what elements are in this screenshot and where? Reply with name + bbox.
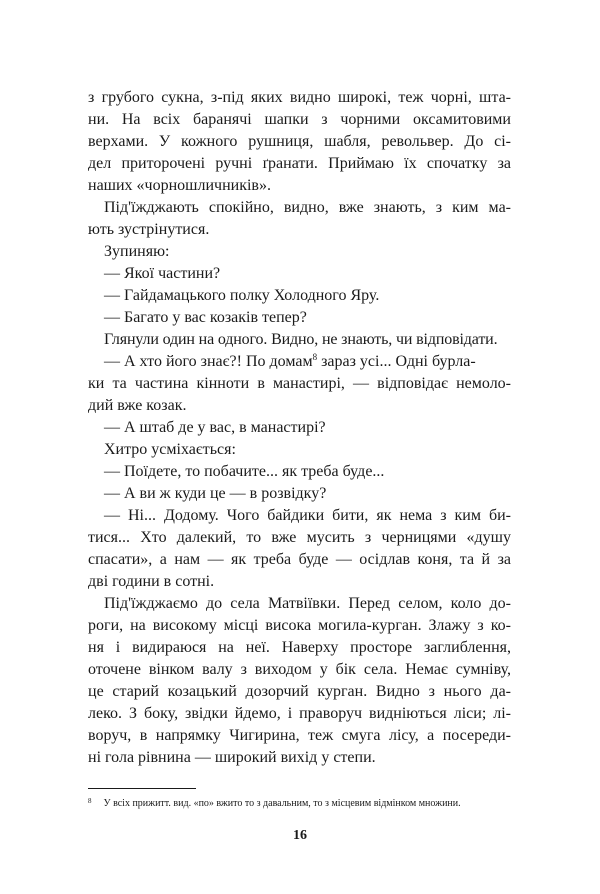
text-line: спасати», а нам — як треба буде — осідлав коня, та й за — [88, 551, 511, 568]
text-line: дел приторочені ручні ґранати. Приймаю їх спочатку за — [88, 155, 511, 172]
dialogue-line-with-footnote-ref — [104, 352, 511, 372]
text-run: зараз усі... Одні бурла- — [321, 353, 476, 370]
footnote-reference[interactable]: 8 — [312, 352, 318, 362]
footnote-divider — [88, 788, 196, 789]
text-line: оточене вінком валу з виходом у бік села. Немає сумніву, — [88, 661, 511, 678]
text-line: наших «чорношличників». — [88, 177, 271, 194]
paragraph-first-line: Під'їжджаємо до села Матвіївки. Перед селом, коло до- — [104, 595, 511, 612]
text-line: ни. На всіх баранячі шапки з чорними оксамитовими — [88, 111, 511, 128]
text-line: роги, на високому місці висока могила-курган. Злажу з ко- — [88, 617, 511, 634]
dialogue-line: — Якої частини? — [104, 265, 221, 282]
text-line: ня і видираюся на неї. Наверху просторе заглиблення, — [88, 639, 511, 656]
footnote-text: У всіх прижитт. вид. «по» вжито то з давальним, то з місцевим відмінком множини. — [103, 798, 461, 809]
text-line: ні гола рівнина — широкий вихід у степи. — [88, 749, 376, 766]
paragraph-first-line: Глянули один на одного. Видно, не знають, чи відповідати. — [104, 331, 498, 348]
paragraph-first-line: Хитро усміхається: — [104, 441, 236, 458]
text-line: це старий козацький дозорчий курган. Видно з нього да- — [88, 683, 511, 700]
text-line: ють зустрінутися. — [88, 221, 210, 238]
paragraph-first-line: Зупиняю: — [104, 243, 170, 260]
dialogue-line: — Ні... Додому. Чого байдики бити, як нема з ким би- — [104, 507, 511, 524]
text-line: леко. З боку, звідки йдемо, і праворуч видніються ліси; лі- — [88, 705, 511, 722]
dialogue-line: — Гайдамацького полку Холодного Яру. — [104, 287, 380, 304]
page-number: 16 — [293, 828, 307, 843]
text-line: дий вже козак. — [88, 397, 187, 414]
paragraph-first-line: Під'їжджають спокійно, видно, вже знають, з ким ма- — [104, 199, 511, 216]
text-line: воруч, в напрямку Чигирина, теж смуга лісу, а посереди- — [88, 727, 511, 744]
footnote-marker: 8 — [88, 797, 92, 805]
text-line: ки та частина кінноти в манастирі, — відповідає немоло- — [88, 375, 511, 392]
text-line: тися... Хто далекий, то вже мусить з черницями «душу — [88, 529, 511, 546]
dialogue-line: — Поїдете, то побачите... як треба буде... — [104, 463, 385, 480]
text-line: верхами. У кожного рушниця, шабля, револьвер. До сі- — [88, 133, 511, 150]
text-run: — А хто його знає?! По домам — [104, 353, 313, 370]
dialogue-line: — А ви ж куди це — в розвідку? — [104, 485, 327, 502]
footnote — [88, 797, 511, 810]
text-line: дві години в сотні. — [88, 573, 215, 590]
dialogue-line: — Багато у вас козаків тепер? — [104, 309, 307, 326]
text-line: з грубого сукна, з-під яких видно широкі, теж чорні, шта- — [88, 89, 511, 106]
dialogue-line: — А штаб де у вас, в манастирі? — [104, 419, 326, 436]
